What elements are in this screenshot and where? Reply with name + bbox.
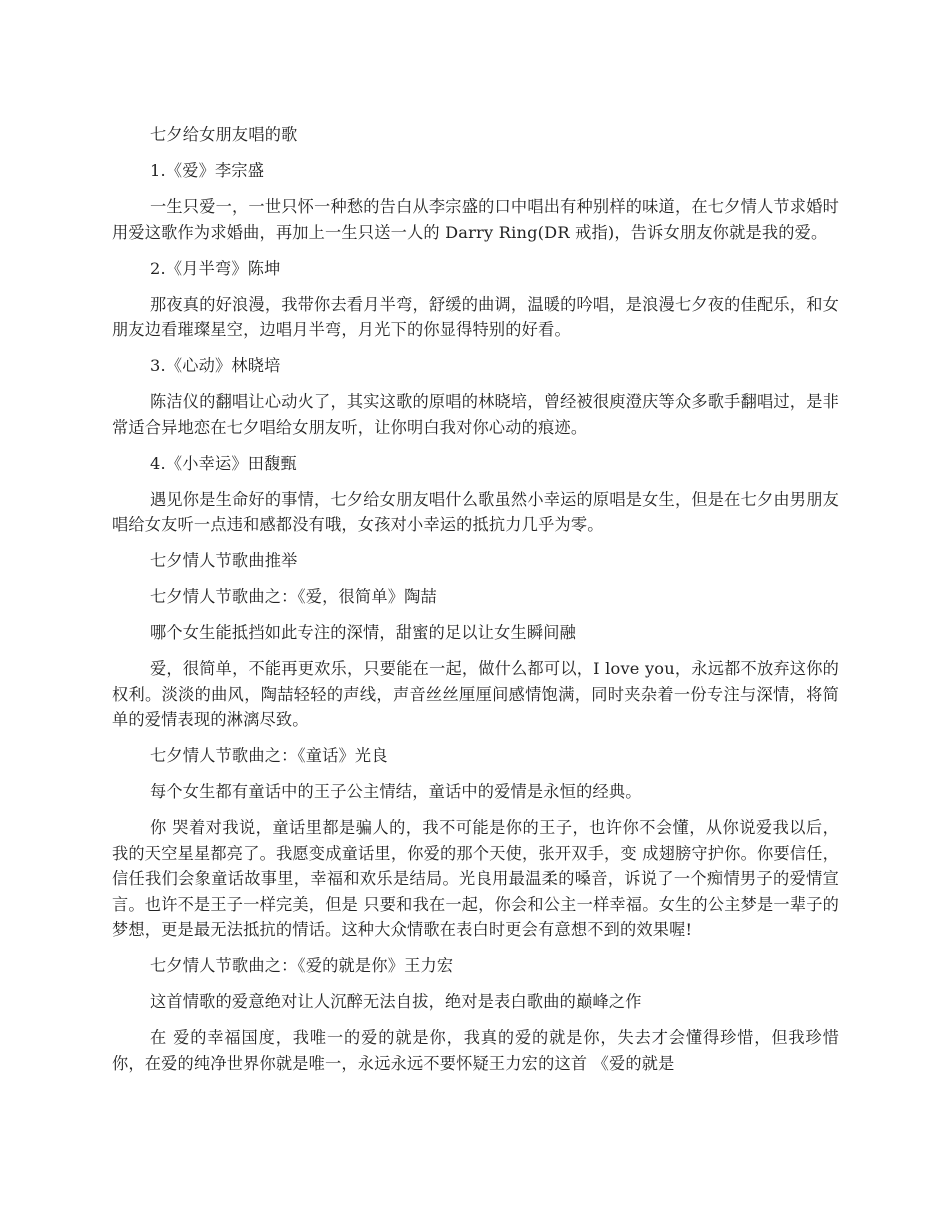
song-heading-2: 2.《月半弯》陈坤	[150, 258, 281, 278]
section-heading: 七夕情人节歌曲推举	[150, 551, 298, 570]
body-paragraph: 哪个女生能抵挡如此专注的深情，甜蜜的足以让女生瞬间融	[150, 623, 577, 642]
body-paragraph: 一生只爱一，一世只怀一种愁的告白从李宗盛的口中唱出有种别样的味道，在七夕情人节求婚时用爱这歌作为求婚曲，再加上一生只送一人的 Darry Ring(DR 戒指)，告诉女朋友你就是我的爱。	[112, 197, 839, 242]
body-paragraph: 陈洁仪的翻唱让心动火了，其实这歌的原唱的林晓培，曾经被很庾澄庆等众多歌手翻唱过，是非常适合异地恋在七夕唱给女朋友听，让你明白我对你心动的痕迹。	[112, 392, 839, 437]
body-paragraph: 在 爱的幸福国度，我唯一的爱的就是你，我真的爱的就是你，失去才会懂得珍惜，但我珍惜你，在爱的纯净世界你就是唯一，永远永远不要怀疑王力宏的这首 《爱的就是	[112, 1028, 839, 1073]
body-paragraph: 每个女生都有童话中的王子公主情结，童话中的爱情是永恒的经典。	[150, 782, 642, 801]
body-paragraph: 那夜真的好浪漫，我带你去看月半弯，舒缓的曲调，温暖的吟唱，是浪漫七夕夜的佳配乐，和女朋友边看璀璨星空，边唱月半弯，月光下的你显得特别的好看。	[112, 294, 839, 339]
song-heading-3: 3.《心动》林晓培	[150, 356, 281, 375]
song-heading: 七夕情人节歌曲之：《爱，很简单》陶喆	[150, 587, 437, 606]
body-paragraph: 遇见你是生命好的事情，七夕给女朋友唱什么歌虽然小幸运的原唱是女生，但是在七夕由男朋友唱给女友听一点违和感都没有哦，女孩对小幸运的抵抗力几乎为零。	[112, 489, 839, 534]
song-heading: 七夕情人节歌曲之：《爱的就是你》王力宏	[150, 956, 454, 975]
body-paragraph: 爱，很简单，不能再更欢乐，只要能在一起，做什么都可以，I love you，永远都不放弃这你的权利。淡淡的曲风，陶喆轻轻的声线，声音丝丝厘厘间感情饱满，同时夹杂着一份专注与深情，将简单的爱情表现的淋漓尽致。	[112, 659, 839, 729]
document-page	[112, 122, 839, 1087]
body-paragraph: 你 哭着对我说，童话里都是骗人的，我不可能是你的王子，也许你不会懂，从你说爱我以后，我的天空星星都亮了。我愿变成童话里，你爱的那个天使，张开双手，变 成翅膀守护你。你要信任，信任我们会象童话故事里，幸福和欢乐是结局。光良用最温柔的嗓音，诉说了一个痴情男子的爱情宣言。也许不是王子一样完美，但是 只要和我在一起，你会和公主一样幸福。女生的公主梦是一辈子的梦想，更是最无法抵抗的情话。这种大众情歌在表白时更会有意想不到的效果喔!	[112, 818, 839, 939]
document-title: 七夕给女朋友唱的歌	[150, 125, 298, 144]
song-heading-1: 1.《爱》李宗盛	[150, 161, 265, 180]
body-paragraph: 这首情歌的爱意绝对让人沉醉无法自拔，绝对是表白歌曲的巅峰之作	[150, 992, 642, 1011]
song-heading: 七夕情人节歌曲之：《童话》光良	[150, 746, 388, 765]
song-heading-4: 4.《小幸运》田馥甄	[150, 453, 297, 473]
